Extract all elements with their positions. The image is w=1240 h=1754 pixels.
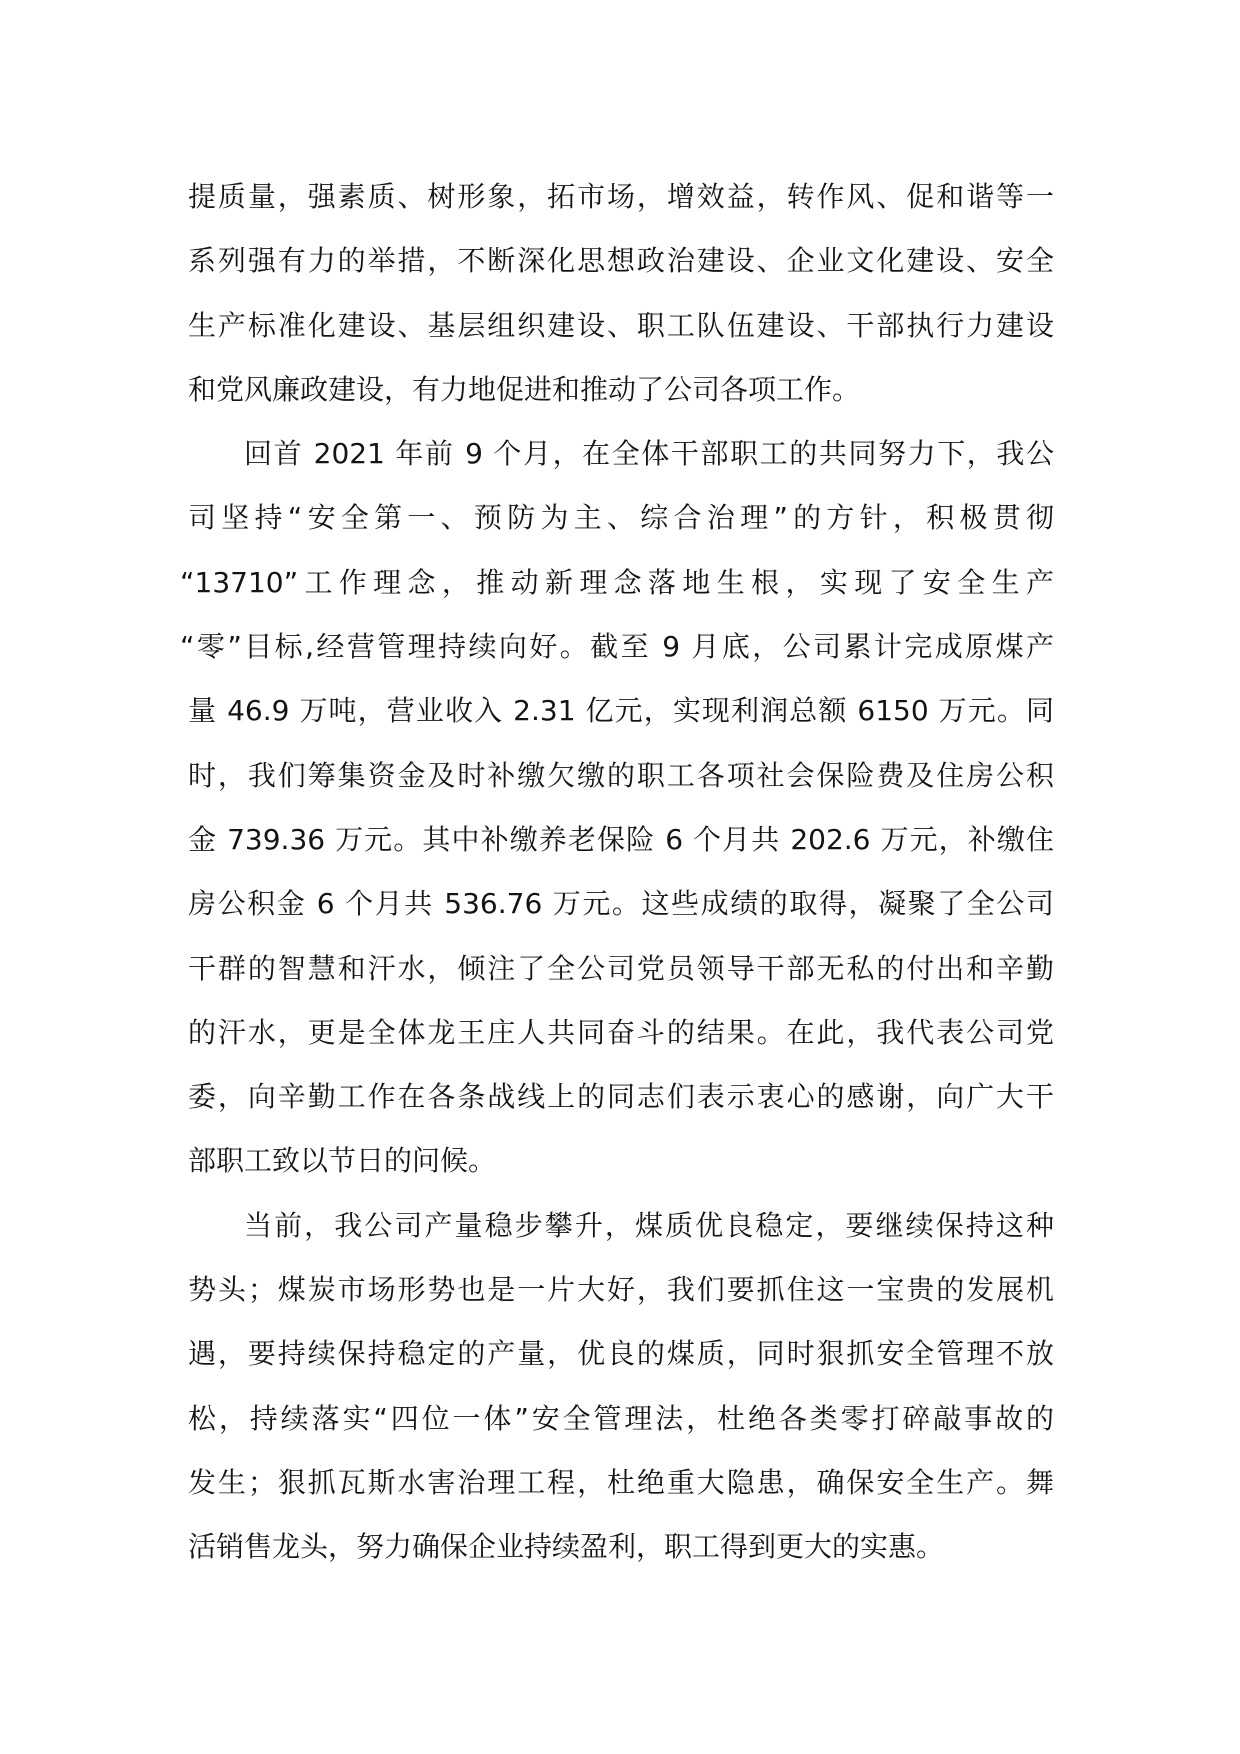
text-line: 提质量，强素质、树形象，拓市场，增效益，转作风、促和谐等一 xyxy=(188,180,1054,213)
text-line: 时，我们筹集资金及时补缴欠缴的职工各项社会保险费及住房公积 xyxy=(188,758,1054,792)
body-text xyxy=(180,165,1054,1580)
text-line: 量 46.9 万吨，营业收入 2.31 亿元，实现利润总额 6150 万元。同 xyxy=(188,694,1054,728)
text-line: “零”目标,经营管理持续向好。截至 9 月底，公司累计完成原煤产 xyxy=(180,630,1054,664)
paragraph-start-line: 回首 2021 年前 9 个月，在全体干部职工的共同努力下，我公 xyxy=(244,437,1054,471)
paragraph-start-line: 当前，我公司产量稳步攀升，煤质优良稳定，要继续保持这种 xyxy=(244,1208,1054,1242)
text-line: 活销售龙头，努力确保企业持续盈利，职工得到更大的实惠。 xyxy=(188,1530,945,1564)
text-line: 系列强有力的举措，不断深化思想政治建设、企业文化建设、安全 xyxy=(188,244,1054,278)
text-line: 遇，要持续保持稳定的产量，优良的煤质，同时狠抓安全管理不放 xyxy=(188,1337,1054,1371)
text-line: 和党风廉政建设，有力地促进和推动了公司各项工作。 xyxy=(188,372,861,406)
text-line: 房公积金 6 个月共 536.76 万元。这些成绩的取得，凝聚了全公司 xyxy=(188,887,1054,921)
text-line: “13710”工作理念，推动新理念落地生根，实现了安全生产 xyxy=(180,565,1054,599)
text-line: 金 739.36 万元。其中补缴养老保险 6 个月共 202.6 万元，补缴住 xyxy=(188,822,1054,856)
text-line: 势头；煤炭市场形势也是一片大好，我们要抓住这一宝贵的发展机 xyxy=(188,1273,1054,1307)
text-line: 司坚持“安全第一、预防为主、综合治理”的方针，积极贯彻 xyxy=(188,501,1054,535)
text-line: 发生；狠抓瓦斯水害治理工程，杜绝重大隐患，确保安全生产。舞 xyxy=(188,1465,1054,1499)
text-line: 松，持续落实“四位一体”安全管理法，杜绝各类零打碎敲事故的 xyxy=(188,1401,1054,1435)
text-line: 部职工致以节日的问候。 xyxy=(188,1144,497,1178)
text-line: 的汗水，更是全体龙王庄人共同奋斗的结果。在此，我代表公司党 xyxy=(188,1015,1054,1049)
text-line: 委，向辛勤工作在各条战线上的同志们表示衷心的感谢，向广大干 xyxy=(188,1080,1054,1114)
text-line: 干群的智慧和汗水，倾注了全公司党员领导干部无私的付出和辛勤 xyxy=(188,951,1054,985)
text-line: 生产标准化建设、基层组织建设、职工队伍建设、干部执行力建设 xyxy=(188,308,1054,342)
